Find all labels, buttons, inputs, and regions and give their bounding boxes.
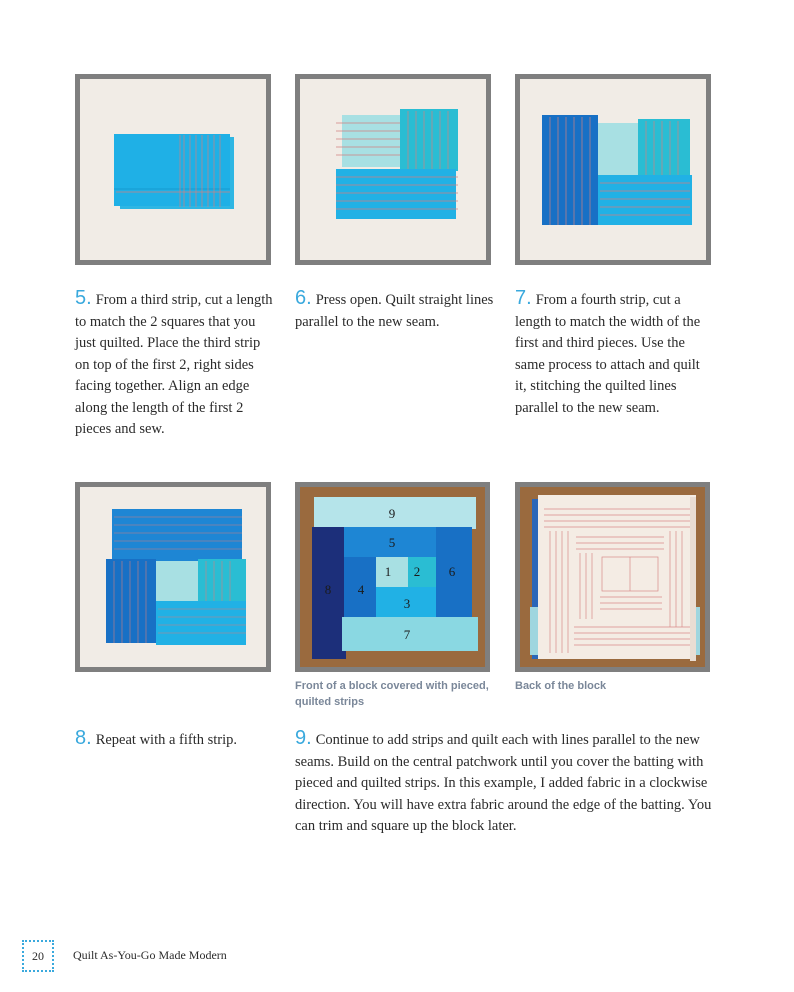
block-label-7: 7 [403,627,411,642]
block-label-1: 1 [384,564,392,579]
step-5-text: From a third strip, cut a length to match the 2 squares that you just quilted. Place the third strip on top of the first 2, right sides facing together. Align an edge along the length of the first 2 pieces and sew. [75,292,273,437]
step-9-text: Continue to add strips and quilt each with lines parallel to the new seams. Build on the central patchwork until you cover the batting with pieced and quilted strips. In this example, I added fabric in a clockwise direction. You will have extra fabric around the edge of the batting. You can trim and square up the block later. [295,732,712,834]
photo-step-8 [75,482,271,672]
step-5 [75,288,275,441]
step-6-text: Press open. Quilt straight lines parallel to the new seam. [295,292,494,330]
step-9-number: 9. [295,727,312,749]
photo-step-5 [75,74,271,265]
block-label-8: 8 [324,582,332,597]
photo-block-front-image [300,487,485,667]
photo-block-back-image [520,487,705,667]
step-6 [295,288,495,333]
caption-block-back: Back of the block [515,680,607,692]
running-footer-title: Quilt As-You-Go Made Modern [73,948,227,962]
step-6-number: 6. [295,287,312,309]
photo-step-6 [295,74,491,265]
photo-step-7 [515,74,711,265]
block-label-5: 5 [388,535,396,550]
photo-block-back [515,482,710,672]
photo-block-front [295,482,490,672]
block-label-4: 4 [357,582,365,597]
block-label-3: 3 [403,596,411,611]
photo-step-5-image [80,79,266,260]
step-8 [75,728,275,752]
step-7-number: 7. [515,287,532,309]
block-label-9: 9 [388,506,396,521]
step-5-number: 5. [75,287,92,309]
caption-block-front: Front of a block covered with pieced, quilted strips [295,680,489,708]
step-9 [295,728,715,838]
step-7 [515,288,715,419]
photo-step-8-image [80,487,266,667]
page-number: 20 [22,940,54,972]
block-label-6: 6 [448,564,456,579]
block-label-2: 2 [413,564,421,579]
photo-step-6-image [300,79,486,260]
step-7-text: From a fourth strip, cut a length to match the width of the first and third pieces. Use the same process to attach and quilt it, stitching the quilted lines parallel to the new seam. [515,292,701,416]
step-8-text: Repeat with a fifth strip. [95,732,238,748]
photo-step-7-image [520,79,706,260]
step-8-number: 8. [75,727,92,749]
